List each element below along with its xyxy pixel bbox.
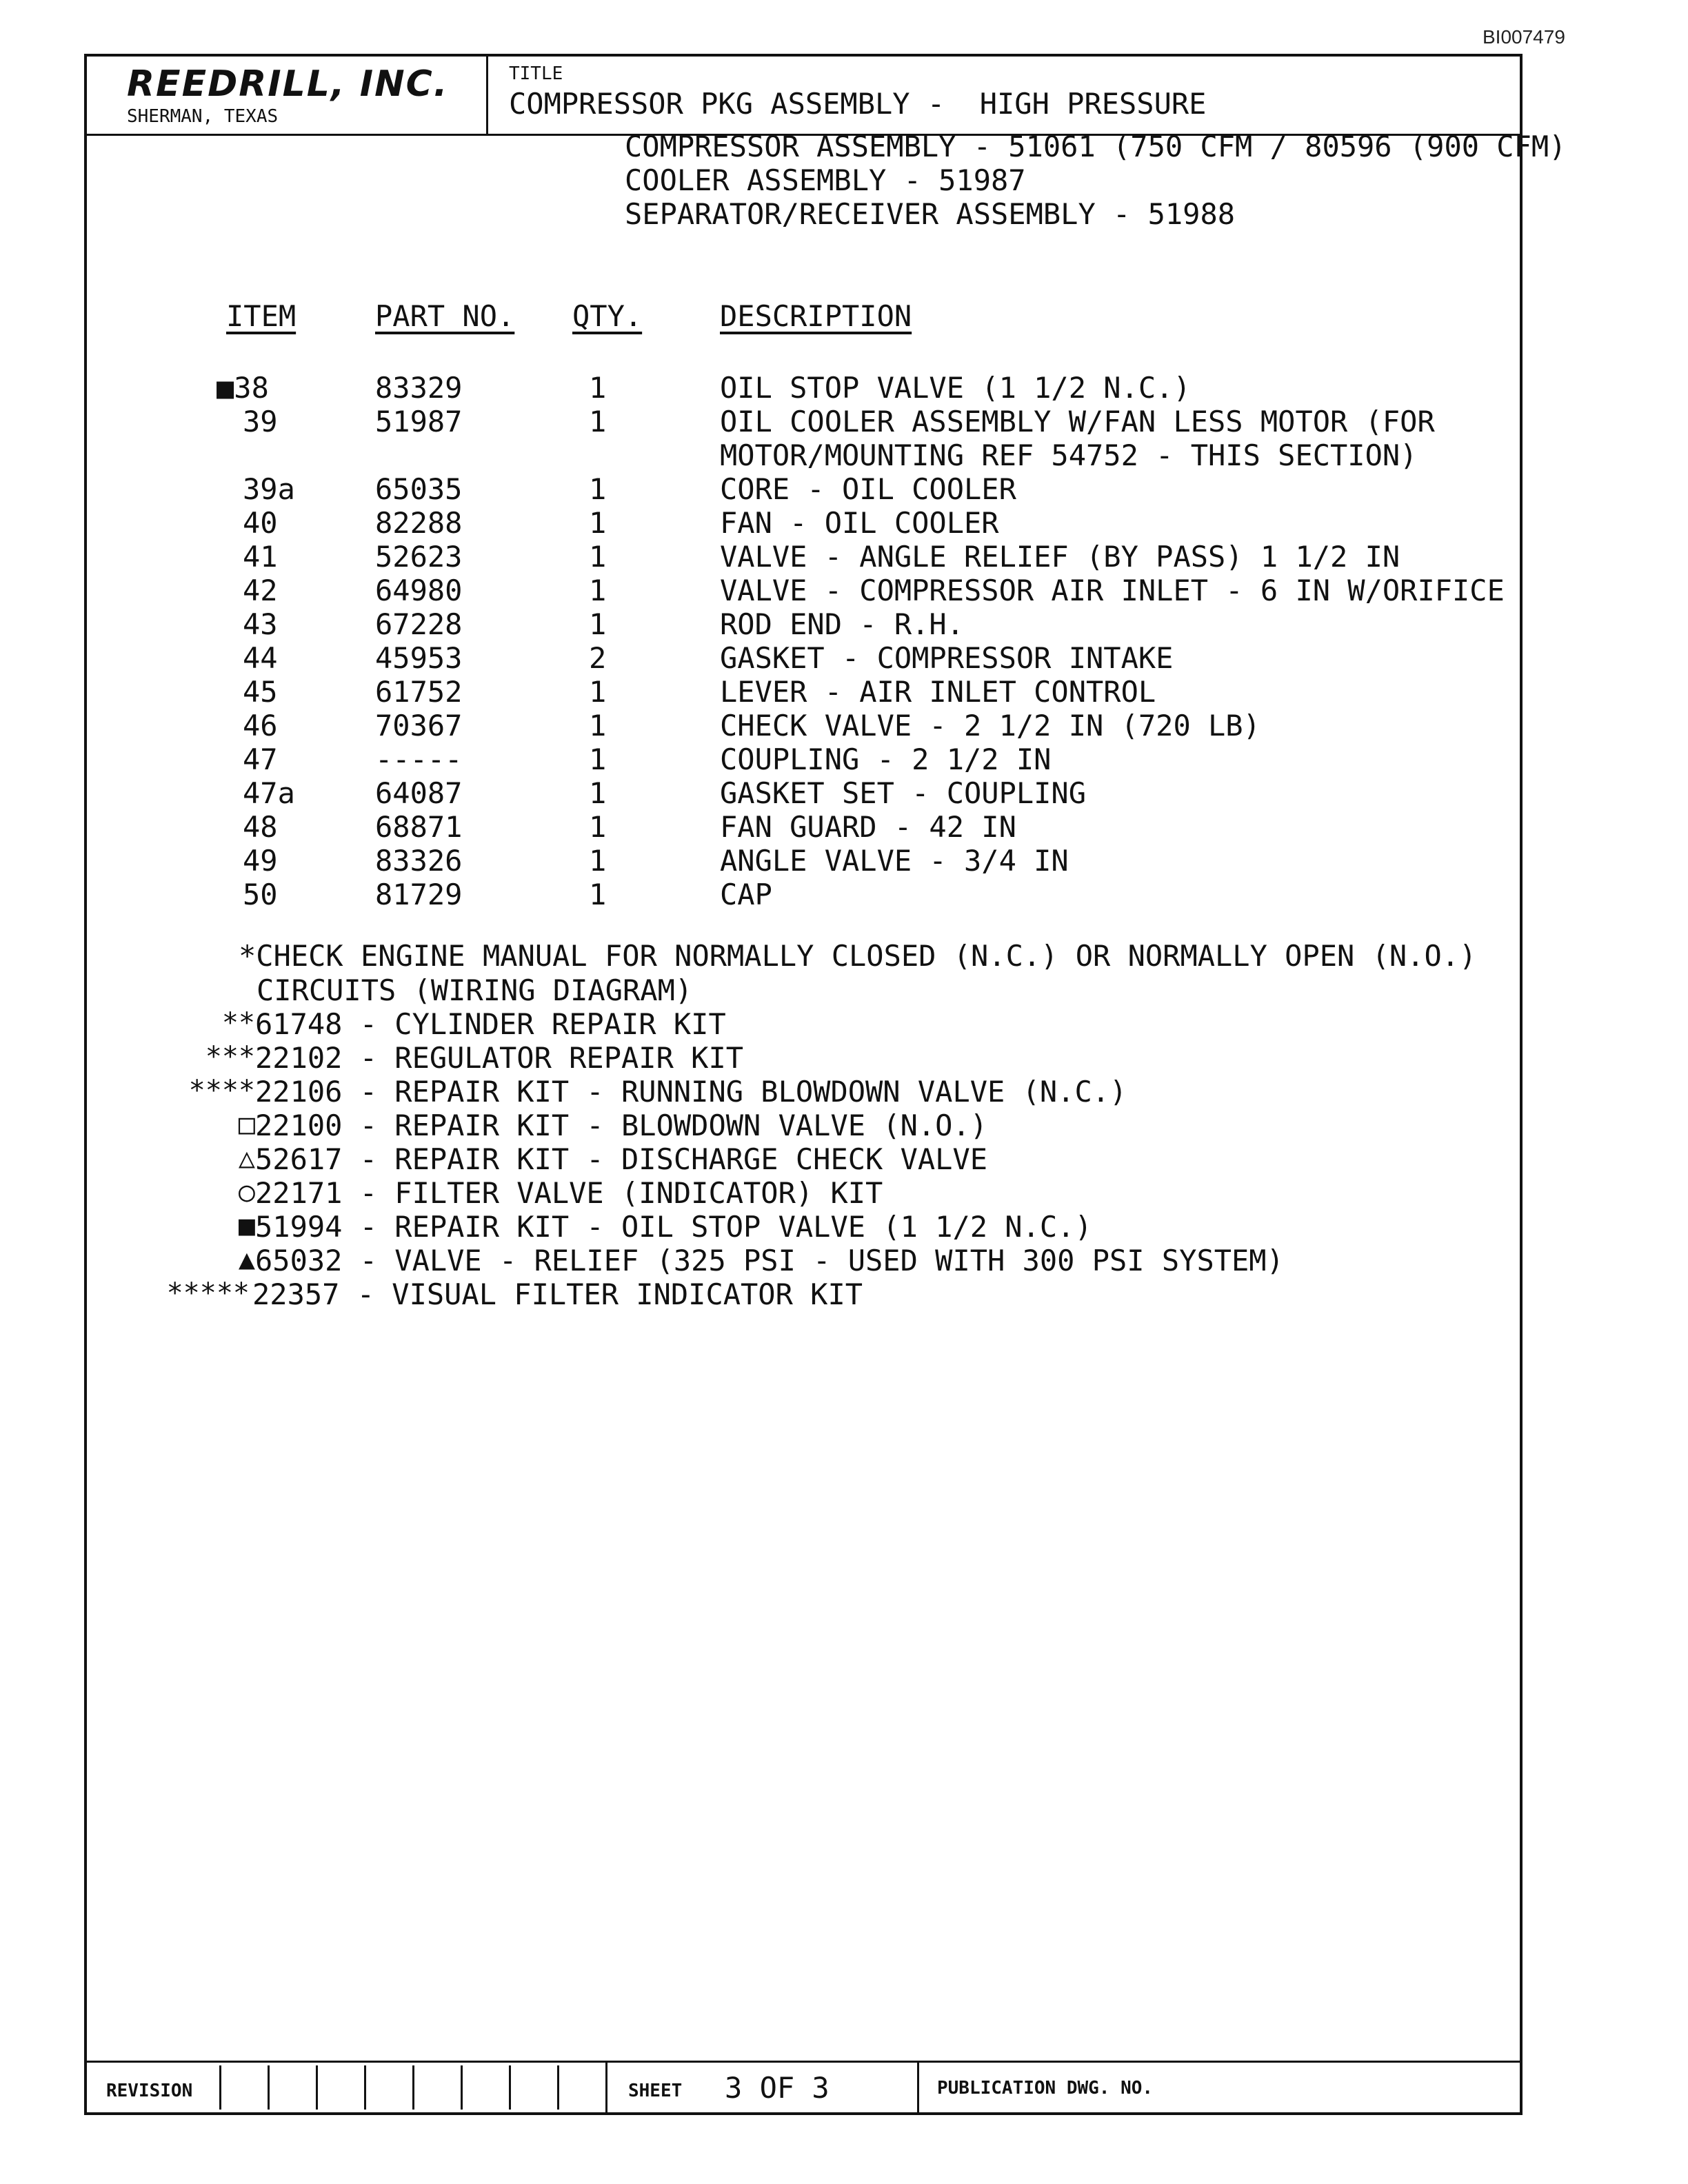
part-number: 83326 <box>375 844 463 878</box>
description: FAN - OIL COOLER <box>720 506 999 540</box>
part-number: 64087 <box>375 776 463 810</box>
repair-kit-note: 65032 - VALVE - RELIEF (325 PSI - USED WITH 300 PSI SYSTEM) <box>255 1244 1284 1277</box>
table-row <box>87 675 1520 709</box>
sheet-number: 3 OF 3 <box>725 2071 830 2105</box>
part-number: 81729 <box>375 878 463 911</box>
quantity: 1 <box>589 878 607 911</box>
table-row <box>87 810 1520 844</box>
filled-square-icon: ■ <box>238 1210 255 1242</box>
item-number: 47a <box>243 776 295 810</box>
column-header-part: PART NO. <box>375 299 515 333</box>
item-number: 48 <box>243 810 278 844</box>
revision-cell <box>461 2065 511 2110</box>
description: CORE - OIL COOLER <box>720 472 1016 506</box>
sheet-cell <box>605 2063 922 2112</box>
table-row <box>87 540 1520 574</box>
kit-marker: *** <box>205 1041 255 1073</box>
repair-kit-note: 22106 - REPAIR KIT - RUNNING BLOWDOWN VALVE (N.C.) <box>255 1075 1127 1109</box>
quantity: 1 <box>589 607 607 641</box>
description: GASKET SET - COUPLING <box>720 776 1087 810</box>
quantity: 1 <box>589 574 607 607</box>
part-number: 70367 <box>375 709 463 742</box>
quantity: 1 <box>589 844 607 878</box>
part-number: 45953 <box>375 641 463 675</box>
table-row <box>87 709 1520 742</box>
revision-cell <box>412 2065 463 2110</box>
part-number: 52623 <box>375 540 463 574</box>
square-outline-icon: □ <box>238 1109 255 1140</box>
description: OIL STOP VALVE (1 1/2 N.C.) <box>720 371 1191 405</box>
repair-kit-note: 61748 - CYLINDER REPAIR KIT <box>255 1007 726 1041</box>
part-number: 83329 <box>375 371 463 405</box>
document-title: COMPRESSOR PKG ASSEMBLY - HIGH PRESSURE <box>509 87 1207 121</box>
revision-cell <box>316 2065 366 2110</box>
kit-marker: ** <box>221 1007 255 1039</box>
description: MOTOR/MOUNTING REF 54752 - THIS SECTION) <box>720 438 1418 472</box>
subtitle-cooler: COOLER ASSEMBLY - 51987 <box>625 163 1026 197</box>
revision-cell <box>268 2065 318 2110</box>
part-number: 68871 <box>375 810 463 844</box>
company-name: REEDRILL, INC. <box>127 63 449 105</box>
item-number: 49 <box>243 844 278 878</box>
item-number: 44 <box>243 641 278 675</box>
revision-cell <box>509 2065 559 2110</box>
quantity: 1 <box>589 742 607 776</box>
quantity: 1 <box>589 371 607 405</box>
table-row <box>87 641 1520 675</box>
publication-cell <box>917 2063 1522 2112</box>
table-row <box>87 405 1520 438</box>
column-header-qty: QTY. <box>572 299 643 333</box>
publication-dwg-label: PUBLICATION DWG. NO. <box>937 2078 1154 2099</box>
part-number: 65035 <box>375 472 463 506</box>
item-number: 39a <box>243 472 295 506</box>
description: COUPLING - 2 1/2 IN <box>720 742 1052 776</box>
item-number: 47 <box>243 742 278 776</box>
repair-kit-note: 22171 - FILTER VALVE (INDICATOR) KIT <box>255 1176 883 1210</box>
table-row <box>87 607 1520 641</box>
triangle-outline-icon: △ <box>238 1142 255 1174</box>
revision-bar <box>87 2061 1520 2112</box>
description: OIL COOLER ASSEMBLY W/FAN LESS MOTOR (FOR <box>720 405 1435 438</box>
filled-triangle-icon: ▲ <box>238 1244 255 1275</box>
quantity: 1 <box>589 405 607 438</box>
description: FAN GUARD - 42 IN <box>720 810 1016 844</box>
repair-kit-note: 51994 - REPAIR KIT - OIL STOP VALVE (1 1/2 N.C.) <box>255 1210 1092 1244</box>
item-number: 46 <box>243 709 278 742</box>
quantity: 1 <box>589 776 607 810</box>
part-number: 64980 <box>375 574 463 607</box>
subtitle-separator: SEPARATOR/RECEIVER ASSEMBLY - 51988 <box>625 197 1236 231</box>
description: ROD END - R.H. <box>720 607 965 641</box>
column-header-description: DESCRIPTION <box>720 299 912 333</box>
description: VALVE - ANGLE RELIEF (BY PASS) 1 1/2 IN <box>720 540 1400 574</box>
table-row <box>87 844 1520 878</box>
sheet-label: SHEET <box>628 2081 683 2101</box>
title-block <box>87 57 1520 136</box>
company-cell <box>87 57 488 134</box>
table-row <box>87 574 1520 607</box>
quantity: 1 <box>589 540 607 574</box>
description: GASKET - COMPRESSOR INTAKE <box>720 641 1174 675</box>
kit-marker: ***** <box>166 1277 250 1309</box>
engine-manual-note-continued: CIRCUITS (WIRING DIAGRAM) <box>257 973 693 1007</box>
item-number: ■38 <box>217 371 269 405</box>
item-number: 41 <box>243 540 278 574</box>
table-row <box>87 506 1520 540</box>
table-row <box>87 742 1520 776</box>
revision-label: REVISION <box>106 2081 193 2101</box>
table-row <box>87 472 1520 506</box>
table-row <box>87 371 1520 405</box>
part-number: 67228 <box>375 607 463 641</box>
part-number: ----- <box>375 742 463 776</box>
item-number: 43 <box>243 607 278 641</box>
description: LEVER - AIR INLET CONTROL <box>720 675 1156 709</box>
revision-cell <box>364 2065 414 2110</box>
title-label: TITLE <box>509 63 563 84</box>
subtitle-compressor: COMPRESSOR ASSEMBLY - 51061 (750 CFM / 80596 (900 CFM) <box>625 130 1567 163</box>
repair-kit-note: 22100 - REPAIR KIT - BLOWDOWN VALVE (N.O.) <box>255 1109 988 1142</box>
table-row <box>87 438 1520 472</box>
quantity: 1 <box>589 472 607 506</box>
engine-manual-note: *CHECK ENGINE MANUAL FOR NORMALLY CLOSED (N.C.) OR NORMALLY OPEN (N.O.) <box>239 939 1477 973</box>
repair-kit-note: 52617 - REPAIR KIT - DISCHARGE CHECK VALVE <box>255 1142 988 1176</box>
table-row <box>87 878 1520 911</box>
drawing-frame <box>84 54 1567 2115</box>
item-number: 42 <box>243 574 278 607</box>
item-number: 40 <box>243 506 278 540</box>
part-number: 61752 <box>375 675 463 709</box>
part-number: 51987 <box>375 405 463 438</box>
column-header-item: ITEM <box>226 299 297 333</box>
description: ANGLE VALVE - 3/4 IN <box>720 844 1069 878</box>
quantity: 1 <box>589 506 607 540</box>
repair-kit-note: 22102 - REGULATOR REPAIR KIT <box>255 1041 744 1075</box>
company-location: SHERMAN, TEXAS <box>127 106 279 127</box>
quantity: 2 <box>589 641 607 675</box>
description: CHECK VALVE - 2 1/2 IN (720 LB) <box>720 709 1260 742</box>
description: VALVE - COMPRESSOR AIR INLET - 6 IN W/ORIFICE <box>720 574 1505 607</box>
part-number: 82288 <box>375 506 463 540</box>
item-number: 39 <box>243 405 278 438</box>
revision-cell <box>219 2065 270 2110</box>
document-id: BI007479 <box>1483 26 1565 48</box>
kit-marker: **** <box>188 1075 255 1106</box>
repair-kit-note: 22357 - VISUAL FILTER INDICATOR KIT <box>252 1277 863 1311</box>
circle-outline-icon: ○ <box>238 1176 255 1208</box>
revision-cell <box>557 2065 607 2110</box>
description: CAP <box>720 878 772 911</box>
quantity: 1 <box>589 675 607 709</box>
quantity: 1 <box>589 709 607 742</box>
item-number: 50 <box>243 878 278 911</box>
item-number: 45 <box>243 675 278 709</box>
table-row <box>87 776 1520 810</box>
quantity: 1 <box>589 810 607 844</box>
